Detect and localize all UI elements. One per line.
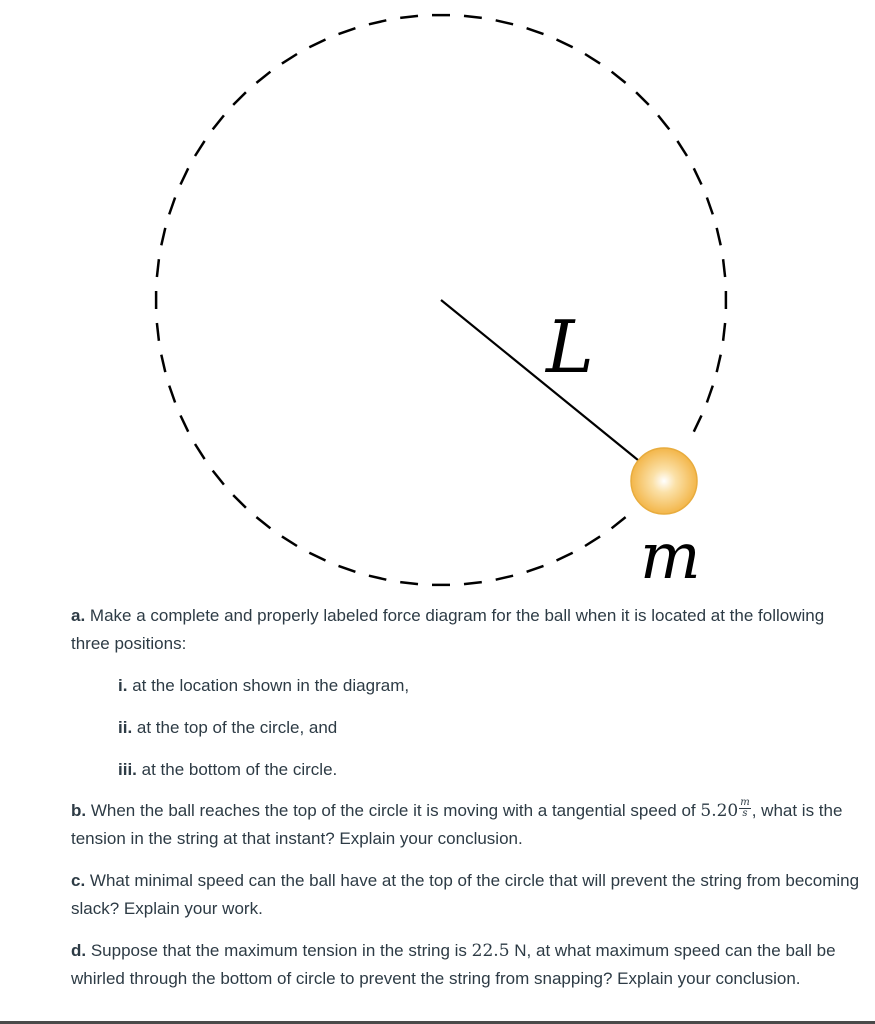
path-dash [707,386,713,403]
question-b-letter: b. [71,801,87,820]
path-dash [612,517,626,528]
item-ii-num: ii. [118,718,133,737]
path-dash [169,386,175,403]
item-i-text: at the location shown in the diagram, [132,676,410,695]
path-dash [181,168,189,184]
path-dash [612,72,626,83]
path-dash [169,198,175,215]
problem-text [71,602,861,993]
path-dash [658,115,669,129]
list-item [118,714,861,742]
path-dash [585,536,600,546]
question-d [71,937,861,993]
path-dash [694,416,702,432]
path-dash [636,92,649,105]
path-dash [585,54,600,64]
unit-numerator: m [740,797,750,809]
path-dash [339,566,356,572]
question-a-text: Make a complete and properly labeled force diagram for the ball when it is located at the following three positions: [71,606,825,653]
path-dash [527,566,544,572]
path-dash [256,517,270,528]
path-dash [707,198,713,215]
path-dash [233,92,246,105]
path-dash [213,115,224,129]
question-b-text-after: , what is the tension in the string at that instant? Explain your conclusion. [71,801,843,848]
question-a-letter: a. [71,606,86,625]
path-dash [400,16,418,18]
path-dash [496,20,513,24]
list-item [118,756,861,784]
speed-unit-fraction [739,798,750,819]
path-dash [282,54,297,64]
question-b-text-before: When the ball reaches the top of the circle it is moving with a tangential speed of [90,801,696,820]
path-dash [233,495,246,508]
path-dash [256,72,270,83]
path-dash [723,259,725,277]
path-dash [677,141,687,156]
path-dash [723,323,725,341]
path-dash [213,471,224,485]
item-ii-text: at the top of the circle, and [136,718,338,737]
length-label: L [546,305,594,389]
string-line [441,300,649,469]
item-i-num: i. [118,676,128,695]
question-c [71,867,861,923]
path-dash [557,40,573,48]
speed-value: 5.20 [700,801,739,821]
question-b [71,797,861,853]
question-a [71,602,861,658]
question-d-text-after: N, at what maximum speed can the ball be whirled through the bottom of circle to prevent the string from snapping? Explain your conclusion. [71,941,836,988]
mass-label: m [640,520,701,594]
path-dash [717,355,721,372]
path-dash [400,582,418,584]
path-dash [309,553,325,561]
question-d-text-before: Suppose that the maximum tension in the string is [90,941,467,960]
path-dash [282,536,297,546]
ball-mass [631,448,697,514]
path-dash [694,168,702,184]
path-dash [527,28,544,34]
list-item [118,672,861,700]
path-dash [309,40,325,48]
question-c-letter: c. [71,871,86,890]
path-dash [369,576,386,580]
path-dash [181,416,189,432]
path-dash [557,553,573,561]
tension-value: 22.5 [471,941,510,961]
path-dash [464,582,482,584]
path-dash [496,576,513,580]
path-dash [161,228,165,245]
path-dash [157,323,159,341]
path-dash [195,444,205,459]
item-iii-text: at the bottom of the circle. [141,760,338,779]
path-dash [369,20,386,24]
item-iii-num: iii. [118,760,137,779]
path-dash [161,355,165,372]
path-dash [717,228,721,245]
unit-denominator: s [742,808,748,820]
path-dash [157,259,159,277]
path-dash [195,141,205,156]
question-c-text: What minimal speed can the ball have at the top of the circle that will prevent the string from becoming slack? Explain your work. [71,871,860,918]
path-dash [339,28,356,34]
question-d-letter: d. [71,941,87,960]
path-dash [464,16,482,18]
